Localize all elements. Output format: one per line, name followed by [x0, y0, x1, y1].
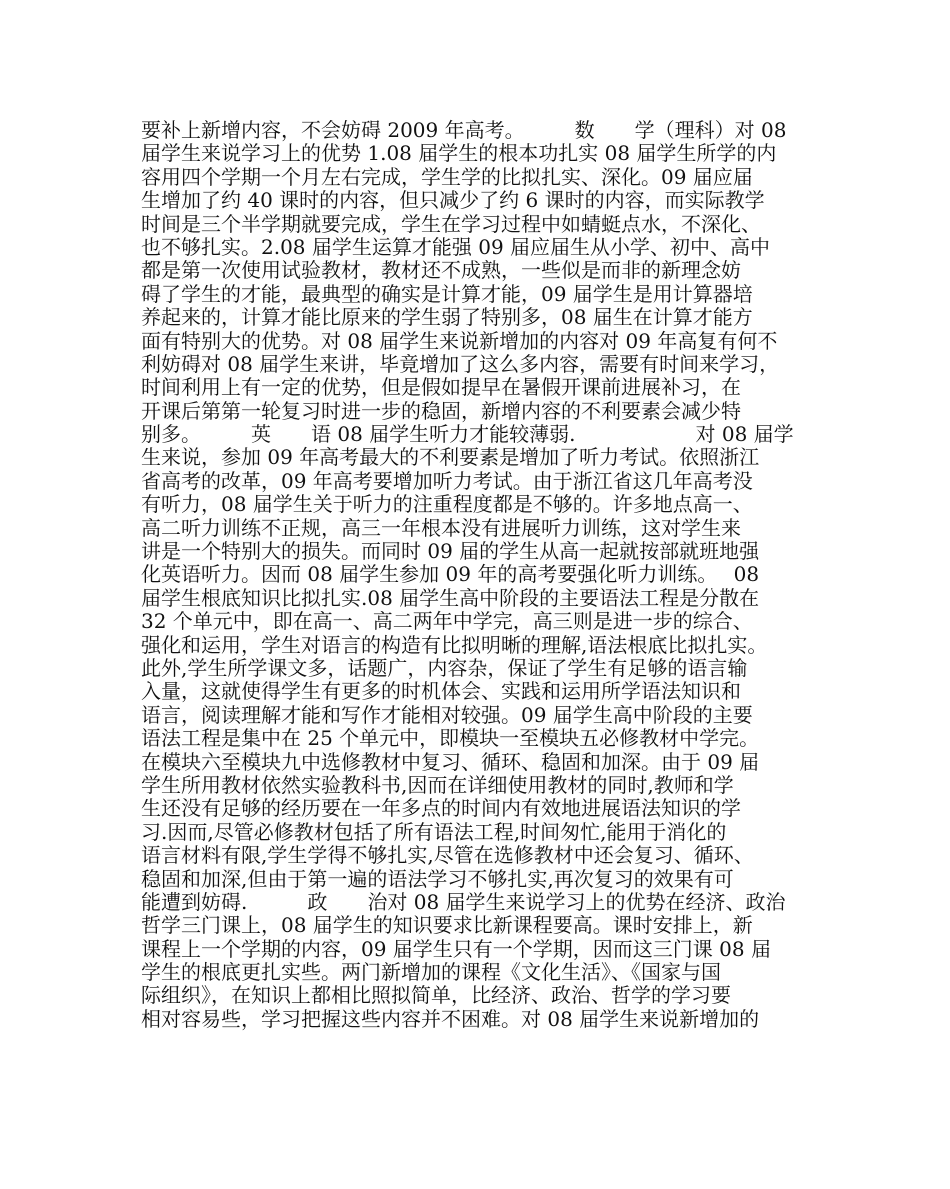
text-line: 此外,学生所学课文多，话题广，内容杂，保证了学生有足够的语言输	[141, 655, 748, 680]
text-line: 强化和运用，学生对语言的构造有比拟明晰的理解,语法根底比拟扎实。	[141, 632, 768, 657]
text-line: 语言，阅读理解才能和写作才能相对较强。09 届学生高中阶段的主要	[141, 702, 753, 727]
text-line: 要补上新增内容，不会妨碍 2009 年高考。 数 学（理科）对 08	[141, 118, 787, 142]
text-line: 生来说，参加 09 年高考最大的不利要素是增加了听力考试。依照浙江	[141, 445, 760, 470]
text-line: 省高考的改革，09 年高考要增加听力考试。由于浙江省这几年高考没	[141, 468, 753, 493]
text-line: 生还没有足够的经历要在一年多点的时间内有效地进展语法知识的学	[141, 796, 741, 821]
text-line: 养起来的，计算才能比原来的学生弱了特别多，08 届生在计算才能方	[141, 305, 753, 330]
text-line: 讲是一个特别大的损失。而同时 09 届的学生从高一起就按部就班地强	[141, 539, 760, 564]
text-line: 高二听力训练不正规，高三一年根本没有进展听力训练，这对学生来	[141, 515, 741, 540]
text-line: 时间利用上有一定的优势，但是假如提早在暑假开课前进展补习，在	[141, 375, 741, 400]
text-line: 届学生根底知识比拟扎实.08 届学生高中阶段的主要语法工程是分散在	[141, 585, 760, 610]
text-line: 都是第一次使用试验教材，教材还不成熟，一些似是而非的新理念妨	[141, 258, 741, 283]
text-line: 化英语听力。因而 08 届学生参加 09 年的高考要强化听力训练。 08	[141, 562, 760, 587]
text-line: 别多。 英 语 08 届学生听力才能较薄弱. 对 08 届学	[141, 422, 794, 447]
text-line: 习.因而,尽管必修教材包括了所有语法工程,时间匆忙,能用于消化的	[141, 819, 727, 844]
text-line: 能遭到妨碍. 政 治对 08 届学生来说学习上的优势在经济、政治	[141, 889, 786, 914]
text-line: 届学生来说学习上的优势 1.08 届学生的根本功扎实 08 届学生所学的内	[141, 141, 777, 166]
text-line: 课程上一个学期的内容，09 届学生只有一个学期，因而这三门课 08 届	[141, 936, 771, 961]
text-line: 面有特别大的优势。对 08 届学生来说新增加的内容对 09 年高复有何不	[141, 328, 778, 353]
text-line: 碍了学生的才能，最典型的确实是计算才能，09 届学生是用计算器培	[141, 281, 753, 306]
text-line: 在模块六至模块九中选修教材中复习、循环、稳固和加深。由于 09 届	[141, 749, 760, 774]
text-line: 稳固和加深,但由于第一遍的语法学习不够扎实,再次复习的效果有可	[141, 866, 734, 891]
text-line: 开课后第第一轮复习时进一步的稳固，新增内容的不利要素会减少特	[141, 398, 741, 423]
text-line: 时间是三个半学期就要完成，学生在学习过程中如蜻蜓点水，不深化、	[141, 211, 761, 236]
text-line: 际组织》，在知识上都相比照拟简单，比经济、政治、哲学的学习要	[141, 983, 731, 1008]
text-line: 学生的根底更扎实些。两门新增加的课程《文化生活》、《国家与国	[141, 960, 721, 985]
text-line: 学生所用教材依然实验教科书,因而在详细使用教材的同时,教师和学	[141, 772, 734, 797]
text-line: 32 个单元中，即在高一、高二两年中学完，高三则是进一步的综合、	[141, 609, 753, 634]
text-line: 语法工程是集中在 25 个单元中，即模块一至模块五必修教材中学完。	[141, 726, 760, 751]
text-line: 生增加了约 40 课时的内容，但只减少了约 6 课时的内容，而实际教学	[141, 188, 765, 213]
text-line: 语言材料有限,学生学得不够扎实,尽管在选修教材中还会复习、循环、	[141, 843, 754, 868]
text-line: 哲学三门课上，08 届学生的知识要求比新课程要高。课时安排上，新	[141, 913, 753, 938]
text-line: 有听力，08 届学生关于听力的注重程度都是不够的。许多地点高一、	[141, 492, 753, 517]
text-line: 相对容易些，学习把握这些内容并不困难。对 08 届学生来说新增加的	[141, 1006, 760, 1031]
text-line: 入量，这就使得学生有更多的时机体会、实践和运用所学语法知识和	[141, 679, 741, 704]
text-line: 容用四个学期一个月左右完成，学生学的比拟扎实、深化。09 届应届	[141, 164, 753, 189]
text-line: 也不够扎实。2.08 届学生运算才能强 09 届应届生从小学、初中、高中	[141, 234, 771, 259]
body-text	[141, 119, 821, 1031]
text-line: 利妨碍对 08 届学生来讲，毕竟增加了这么多内容，需要有时间来学习，	[141, 351, 780, 376]
